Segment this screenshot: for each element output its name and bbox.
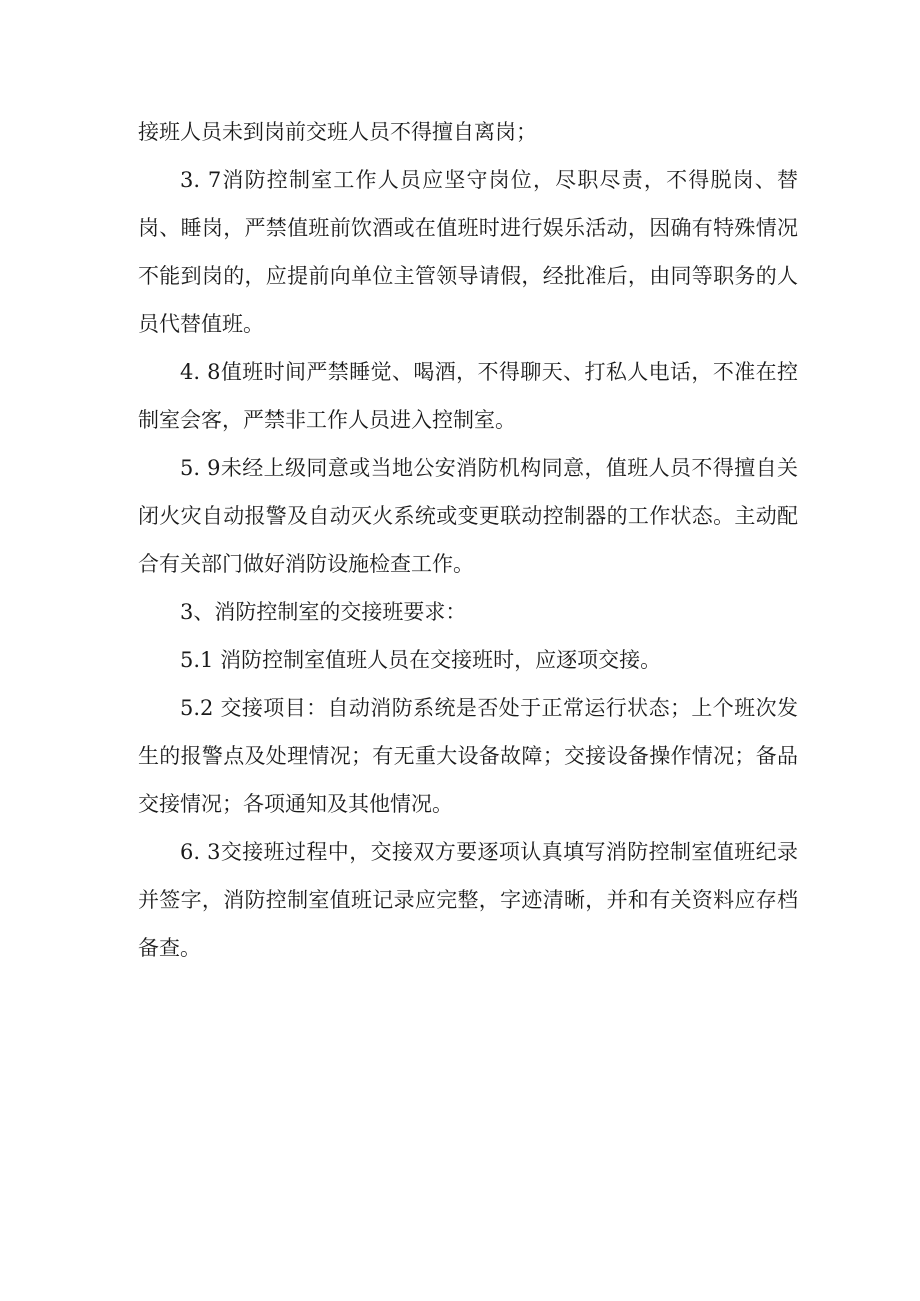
paragraph-5-2-handover-items: 5.2 交接项目：自动消防系统是否处于正常运行状态；上个班次发生的报警点及处理情况；有无重大设备故障；交接设备操作情况；备品交接情况；各项通知及其他情况。 <box>138 696 798 816</box>
paragraph-continuation: 接班人员未到岗前交班人员不得擅自离岗； <box>138 120 537 144</box>
paragraph-5-1-handover: 5.1 消防控制室值班人员在交接班时，应逐项交接。 <box>180 648 662 672</box>
paragraph-6-3-records: 6. 3交接班过程中，交接双方要逐项认真填写消防控制室值班纪录并签字，消防控制室值班记录应完整，字迹清晰，并和有关资料应存档备查。 <box>138 840 798 960</box>
paragraph-3-7-duty-rules: 3. 7消防控制室工作人员应坚守岗位，尽职尽责，不得脱岗、替岗、睡岗，严禁值班前饮酒或在值班时进行娱乐活动，因确有特殊情况不能到岗的，应提前向单位主管领导请假，经批准后，由同等职务的人员代替值班。 <box>138 168 798 336</box>
paragraph-5-9-system-state: 5. 9未经上级同意或当地公安消防机构同意，值班人员不得擅自关闭火灾自动报警及自动灭火系统或变更联动控制器的工作状态。主动配合有关部门做好消防设施检查工作。 <box>138 456 798 576</box>
document-body <box>138 108 798 972</box>
paragraph-4-8-prohibitions: 4. 8值班时间严禁睡觉、喝酒，不得聊天、打私人电话，不准在控制室会客，严禁非工作人员进入控制室。 <box>138 360 798 432</box>
section-heading-handover: 3、消防控制室的交接班要求： <box>180 600 467 624</box>
